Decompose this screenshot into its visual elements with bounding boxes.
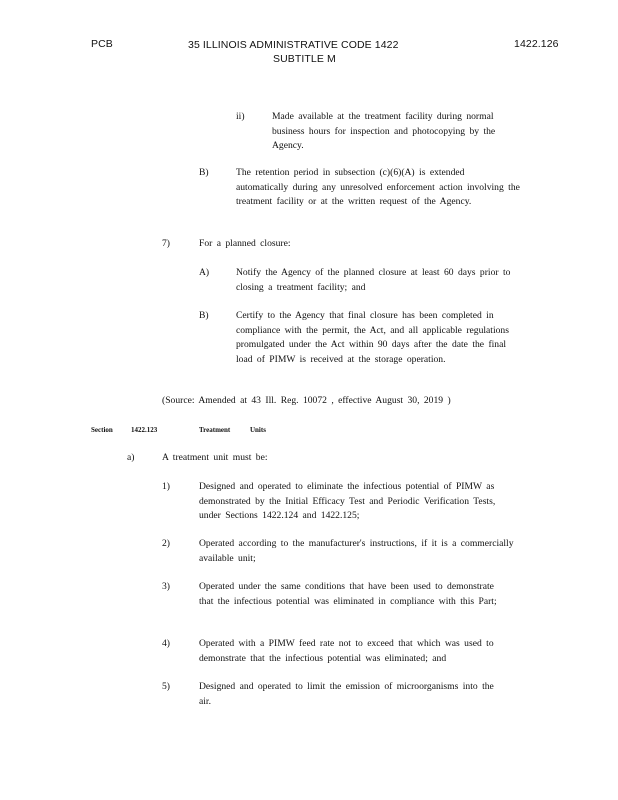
header-center xyxy=(188,38,433,66)
item-text: Certify to the Agency that final closure has been completed in compliance with the permit, the Act, and all applicable regulations promulgated under the Act within 90 days after the date the final load of PIMW is received at the storage operation. xyxy=(236,310,509,365)
section-label: Section xyxy=(91,426,113,434)
list-item-label: 5) xyxy=(162,681,170,692)
item-label: A) xyxy=(199,267,210,278)
list-item-text: Operated according to the manufacturer's instructions, if it is a commercially available unit; xyxy=(199,538,514,564)
item-label: B) xyxy=(199,167,209,178)
item-text: Made available at the treatment facility during normal business hours for inspection and photocopying by the Agency. xyxy=(272,111,496,151)
item-label: B) xyxy=(199,310,209,321)
list-item-text: Operated with a PIMW feed rate not to exceed that which was used to demonstrate that the infectious potential was eliminated; and xyxy=(199,638,494,664)
section-number: 1422.123 xyxy=(131,426,158,434)
section-title: Treatment Units xyxy=(199,426,266,434)
list-item-label: 2) xyxy=(162,538,170,549)
header-right: 1422.126 xyxy=(514,38,559,50)
list-item-label: 3) xyxy=(162,581,170,592)
list-item-label: 4) xyxy=(162,638,170,649)
subsection-text: A treatment unit must be: xyxy=(162,452,268,463)
list-item-text: Designed and operated to limit the emission of microorganisms into the air. xyxy=(199,681,494,707)
header-center-line2: SUBTITLE M xyxy=(273,53,336,65)
source-note: (Source: Amended at 43 Ill. Reg. 10072 , effective August 30, 2019 ) xyxy=(162,395,451,406)
item-label: ii) xyxy=(236,111,245,122)
list-item-label: 1) xyxy=(162,481,170,492)
item-text: Notify the Agency of the planned closure at least 60 days prior to closing a treatment facility; and xyxy=(236,267,511,293)
list-item-text: Designed and operated to eliminate the infectious potential of PIMW as demonstrated by the Initial Efficacy Test and Periodic Verification Tests, under Sections 1422.124 and 1422.125; xyxy=(199,481,496,521)
header-center-line1: 35 ILLINOIS ADMINISTRATIVE CODE 1422 xyxy=(188,39,399,51)
list-item-text: Operated under the same conditions that have been used to demonstrate that the infectious potential was eliminated in compliance with this Part; xyxy=(199,581,497,607)
item-text: The retention period in subsection (c)(6)(A) is extended automatically during any unresolved enforcement action involving the treatment facility or at the written request of the Agency. xyxy=(236,167,520,207)
item-label: 7) xyxy=(162,238,170,249)
header-left: PCB xyxy=(91,38,113,50)
subsection-label: a) xyxy=(127,452,135,463)
item-text: For a planned closure: xyxy=(199,238,291,249)
